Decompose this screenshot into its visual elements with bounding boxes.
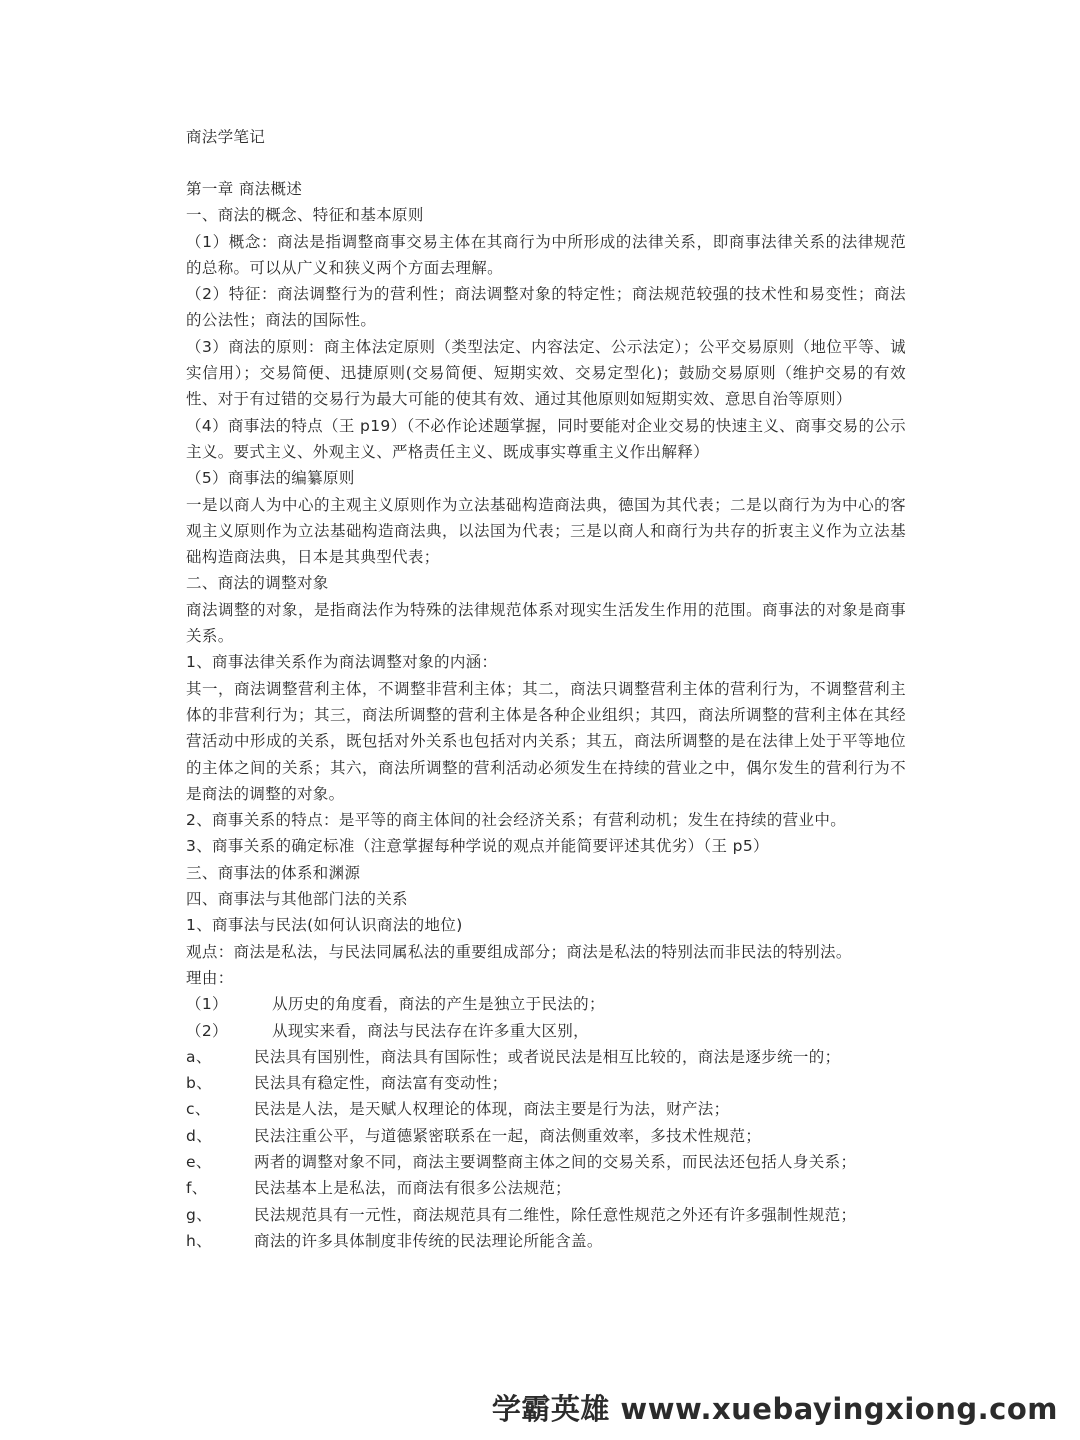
list-item — [186, 1123, 906, 1149]
reason-label: 理由： — [186, 968, 234, 987]
list-marker: b、 — [186, 1074, 213, 1093]
list-text: 从现实来看，商法与民法存在许多重大区别， — [272, 1021, 590, 1040]
subsection-2-2: 2、商事关系的特点：是平等的商主体间的社会经济关系；有营利动机；发生在持续的营业中。 — [186, 811, 847, 830]
list-item — [186, 1202, 906, 1228]
list-text: 民法是人法，是天赋人权理论的体现，商法主要是行为法，财产法； — [254, 1100, 730, 1119]
list-text: 从历史的角度看，商法的产生是独立于民法的； — [272, 995, 605, 1014]
list-item — [186, 1044, 906, 1070]
list-item — [186, 1096, 906, 1122]
document-title: 商法学笔记 — [186, 128, 266, 146]
subsection-2-1: 1、商事法律关系作为商法调整对象的内涵： — [186, 653, 498, 672]
list-marker: a、 — [186, 1047, 212, 1066]
list-marker: d、 — [186, 1126, 213, 1145]
chapter-heading: 第一章 商法概述 — [186, 180, 303, 198]
list-item — [186, 1070, 906, 1096]
list-item — [186, 1149, 906, 1175]
list-marker: f、 — [186, 1179, 208, 1198]
list-marker: （1） — [186, 995, 228, 1014]
viewpoint-line: 观点：商法是私法，与民法同属私法的重要组成部分；商法是私法的特别法而非民法的特别法。 — [186, 942, 852, 961]
list-item — [186, 1018, 906, 1044]
section-2-heading: 二、商法的调整对象 — [186, 574, 329, 593]
principles-paragraph: （3）商法的原则：商主体法定原则（类型法定、内容法定、公示法定）；公平交易原则（地位平等、诚实信用）；交易简便、迅捷原则(交易简便、短期实效、交易定型化)；鼓励交易原则（维护交易的有效性、对于有过错的交易行为最大可能的使其有效、通过其他原则如短期实效、意思自治等原则） — [186, 337, 906, 409]
list-text: 商法的许多具体制度非传统的民法理论所能含盖。 — [254, 1231, 603, 1250]
list-marker: （2） — [186, 1021, 228, 1040]
site-watermark: 学霸英雄 www.xuebayingxiong.com — [491, 1392, 1058, 1426]
list-item — [186, 1228, 906, 1254]
characteristics-paragraph: （4）商事法的特点（王 p19）（不必作论述题掌握，同时要能对企业交易的快速主义、商事交易的公示主义。要式主义、外观主义、严格责任主义、既成事实尊重主义作出解释） — [186, 416, 906, 461]
list-marker: e、 — [186, 1152, 212, 1171]
list-marker: h、 — [186, 1231, 213, 1250]
list-text: 民法具有国别性，商法具有国际性；或者说民法是相互比较的，商法是逐步统一的； — [254, 1047, 841, 1066]
list-marker: g、 — [186, 1205, 213, 1224]
list-text: 民法具有稳定性，商法富有变动性； — [254, 1074, 508, 1093]
list-text: 民法基本上是私法，而商法有很多公法规范； — [254, 1179, 572, 1198]
subsection-2-3: 3、商事关系的确定标准（注意掌握每种学说的观点并能简要评述其优劣）（王 p5） — [186, 837, 769, 856]
section-3-heading: 三、商事法的体系和渊源 — [186, 863, 361, 882]
list-item — [186, 991, 906, 1017]
list-text: 两者的调整对象不同，商法主要调整商主体之间的交易关系，而民法还包括人身关系； — [254, 1152, 857, 1171]
features-paragraph: （2）特征：商法调整行为的营利性；商法调整对象的特定性；商法规范较强的技术性和易变性；商法的公法性；商法的国际性。 — [186, 285, 906, 330]
codification-paragraph: 一是以商人为中心的主观主义原则作为立法基础构造商法典，德国为其代表；二是以商行为为中心的客观主义原则作为立法基础构造商法典，以法国为代表；三是以商人和商行为共存的折衷主义作为立法基础构造商法典，日本是其典型代表； — [186, 495, 906, 567]
document-page — [186, 124, 906, 1254]
concept-paragraph: （1）概念：商法是指调整商事交易主体在其商行为中所形成的法律关系，即商事法律关系的法律规范的总称。可以从广义和狭义两个方面去理解。 — [186, 232, 906, 277]
list-text: 民法注重公平，与道德紧密联系在一起，商法侧重效率，多技术性规范； — [254, 1126, 762, 1145]
list-marker: c、 — [186, 1100, 211, 1119]
codification-heading: （5）商事法的编纂原则 — [186, 469, 355, 488]
section-4-heading: 四、商事法与其他部门法的关系 — [186, 890, 408, 909]
adjustment-object-intro: 商法调整的对象，是指商法作为特殊的法律规范体系对现实生活发生作用的范围。商事法的对象是商事关系。 — [186, 600, 906, 646]
list-text: 民法规范具有一元性，商法规范具有二维性，除任意性规范之外还有许多强制性规范； — [254, 1205, 857, 1224]
section-1-heading: 一、商法的概念、特征和基本原则 — [186, 206, 424, 225]
subsection-4-1: 1、商事法与民法(如何认识商法的地位) — [186, 916, 463, 935]
subsection-2-1-body: 其一，商法调整营利主体，不调整非营利主体；其二，商法只调整营利主体的营利行为，不调整营利主体的非营利行为；其三，商法所调整的营利主体是各种企业组织；其四，商法所调整的营利主体在其经营活动中形成的关系，既包括对外关系也包括对内关系；其五，商法所调整的是在法律上处于平等地位的主体之间的关系；其六，商法所调整的营利活动必须发生在持续的营业之中，偶尔发生的营利行为不是商法的调整的对象。 — [186, 679, 906, 803]
list-item — [186, 1175, 906, 1201]
